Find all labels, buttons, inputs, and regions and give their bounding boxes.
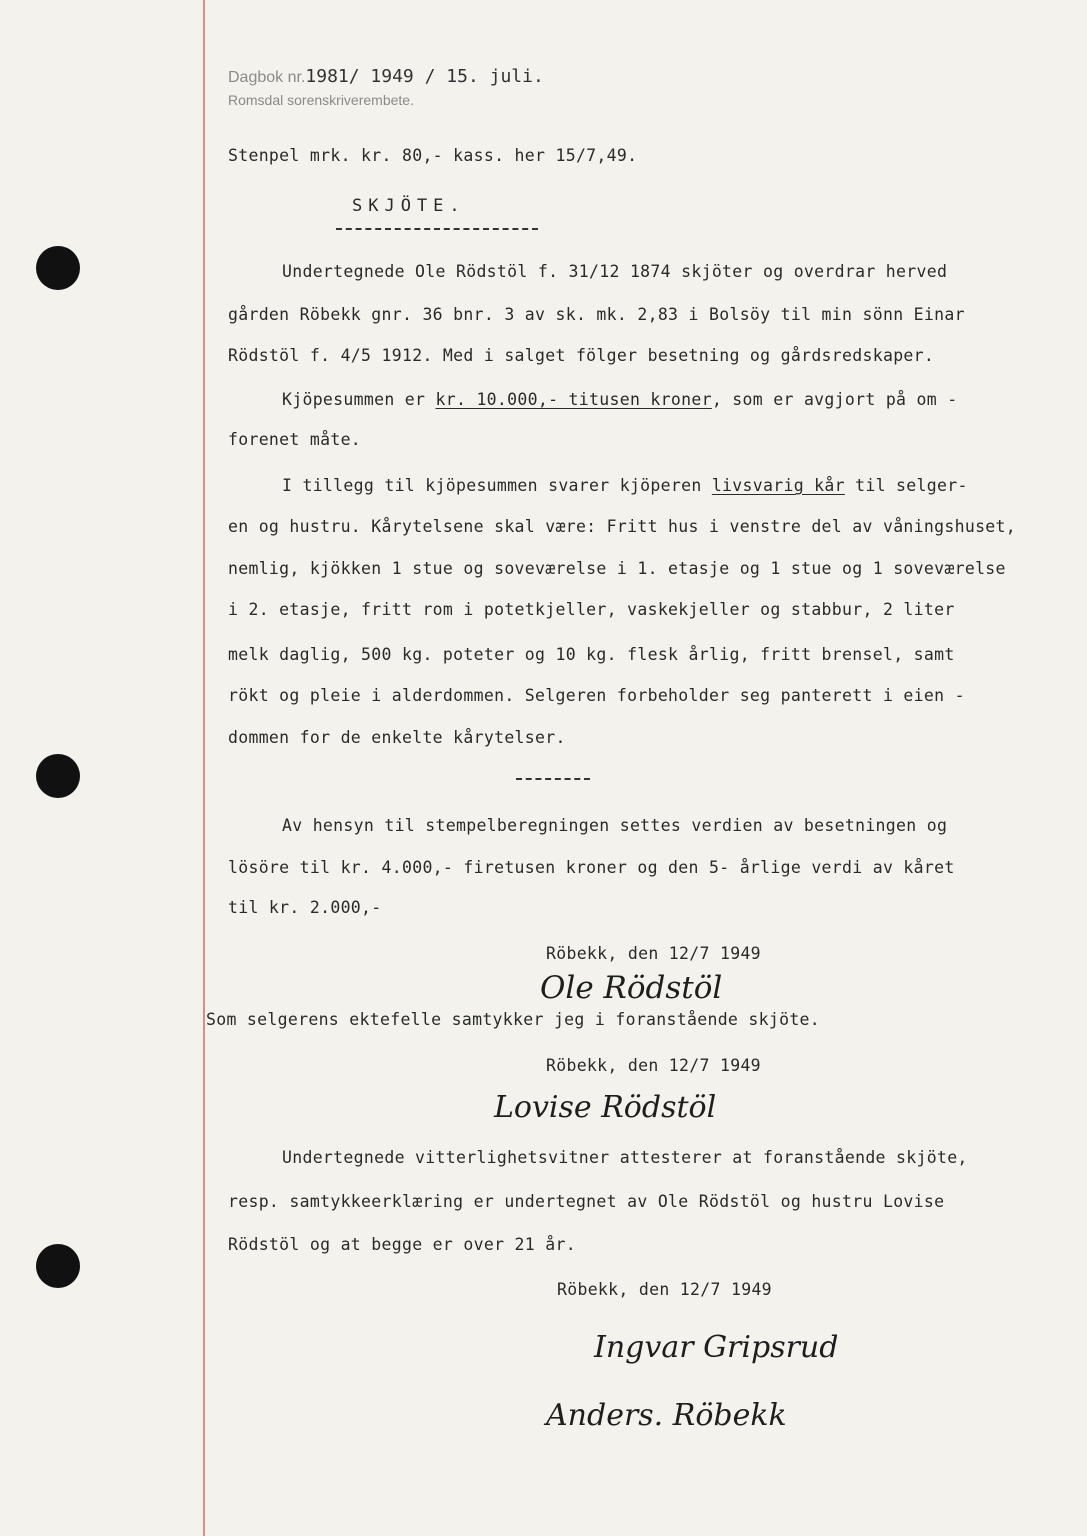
para3-line: en og hustru. Kårytelsene skal være: Fritt hus i venstre del av våningshuset, <box>228 517 1017 536</box>
dagbok-number: 1981/ 1949 / 15. juli. <box>305 66 544 87</box>
punch-hole <box>36 246 80 290</box>
office-stamp: Romsdal sorenskriverembete. <box>228 92 414 108</box>
para3-line: melk daglig, 500 kg. poteter og 10 kg. flesk årlig, fritt brensel, samt <box>228 645 955 664</box>
document-title: SKJÖTE. <box>352 196 466 216</box>
para4-line: Av hensyn til stempelberegningen settes verdien av besetningen og <box>282 816 948 835</box>
stamp-fee-line: Stenpel mrk. kr. 80,- kass. her 15/7,49. <box>228 146 638 165</box>
para3-line: rökt og pleie i alderdommen. Selgeren forbeholder seg panterett i eien - <box>228 686 965 705</box>
text-run: , som er avgjort på om - <box>711 390 958 409</box>
text-run: til selger- <box>844 476 968 495</box>
para1-line: gården Röbekk gnr. 36 bnr. 3 av sk. mk. 2,83 i Bolsöy til min sönn Einar <box>228 305 965 324</box>
margin-line <box>203 0 205 1536</box>
para3-line: i 2. etasje, fritt rom i potetkjeller, vaskekjeller og stabbur, 2 liter <box>228 600 955 619</box>
witness-line: Rödstöl og at begge er over 21 år. <box>228 1235 576 1254</box>
para1-line: Undertegnede Ole Rödstöl f. 31/12 1874 skjöter og overdrar herved <box>282 262 948 281</box>
place-date: Röbekk, den 12/7 1949 <box>546 944 761 963</box>
para3-line: nemlig, kjökken 1 stue og soveværelse i 1. etasje og 1 stue og 1 soveværelse <box>228 559 1006 578</box>
signature-anders: Anders. Röbekk <box>546 1398 787 1433</box>
para3-line <box>282 476 968 495</box>
price-underlined: kr. 10.000,- titusen kroner <box>435 390 712 409</box>
witness-line: Undertegnede vitterlighetsvitner attesterer at foranstående skjöte, <box>282 1148 968 1167</box>
dagbok-label: Dagbok nr. <box>228 69 306 86</box>
dagbok-stamp <box>228 66 544 87</box>
text-run: Kjöpesummen er <box>282 390 436 409</box>
punch-hole <box>36 1244 80 1288</box>
para1-line: Rödstöl f. 4/5 1912. Med i salget fölger besetning og gårdsredskaper. <box>228 346 935 365</box>
title-underline <box>336 228 538 230</box>
section-separator <box>516 778 590 780</box>
place-date: Röbekk, den 12/7 1949 <box>546 1056 761 1075</box>
consent-line: Som selgerens ektefelle samtykker jeg i foranstående skjöte. <box>206 1010 821 1029</box>
para2-line: forenet måte. <box>228 430 362 449</box>
witness-line: resp. samtykkeerklæring er undertegnet av Ole Rödstöl og hustru Lovise <box>228 1192 945 1211</box>
para4-line: lösöre til kr. 4.000,- firetusen kroner og den 5- årlige verdi av kåret <box>228 858 955 877</box>
signature-ole: Ole Rödstöl <box>540 970 723 1006</box>
para4-line: til kr. 2.000,- <box>228 898 382 917</box>
signature-lovise: Lovise Rödstöl <box>494 1090 717 1125</box>
text-run: I tillegg til kjöpesummen svarer kjöperen <box>282 476 712 495</box>
place-date: Röbekk, den 12/7 1949 <box>557 1280 772 1299</box>
livsvarig-kar-underlined: livsvarig kår <box>711 476 845 495</box>
para2-line <box>282 390 957 409</box>
para3-line: dommen for de enkelte kårytelser. <box>228 728 566 747</box>
signature-ingvar: Ingvar Gripsrud <box>594 1330 839 1365</box>
punch-hole <box>36 754 80 798</box>
